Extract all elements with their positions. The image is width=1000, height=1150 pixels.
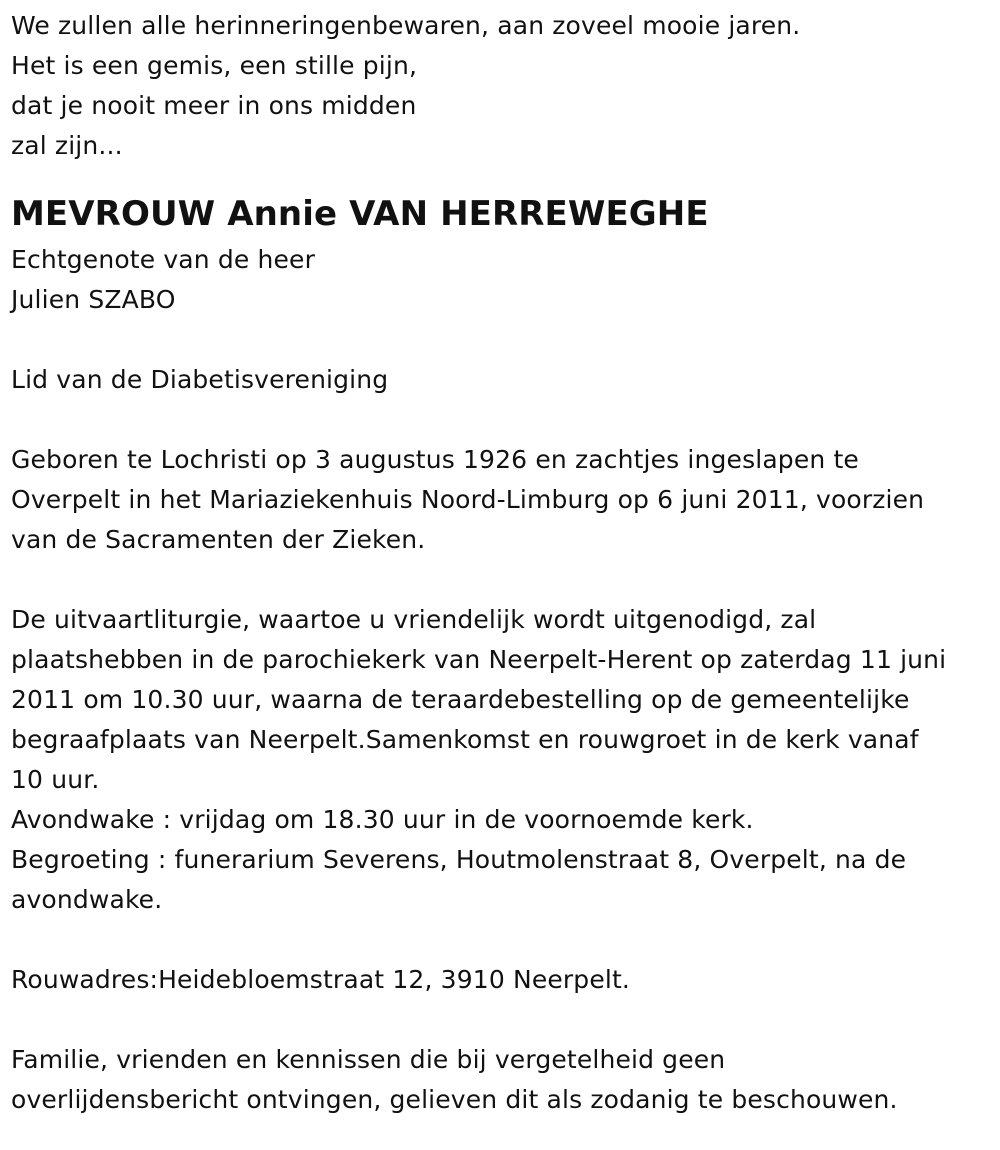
spacer (11, 560, 988, 600)
paragraph-line: 10 uur. (11, 765, 100, 794)
paragraph-line: De uitvaartliturgie, waartoe u vriendelijk wordt uitgenodigd, zal (11, 605, 817, 634)
paragraph-line: overlijdensbericht ontvingen, gelieven dit als zodanig te beschouwen. (11, 1085, 898, 1114)
spacer (11, 1000, 988, 1040)
wake-line: Avondwake : vrijdag om 18.30 uur in de voornoemde kerk. (11, 805, 754, 834)
paragraph-line: Geboren te Lochristi op 3 augustus 1926 en zachtjes ingeslapen te (11, 445, 859, 474)
paragraph-line: van de Sacramenten der Zieken. (11, 525, 426, 554)
greeting-line: avondwake. (11, 885, 163, 914)
spouse-name: Julien SZABO (11, 285, 176, 314)
closing-paragraph (11, 1040, 988, 1120)
paragraph-line: Familie, vrienden en kennissen die bij vergetelheid geen (11, 1045, 726, 1074)
paragraph-line: plaatshebben in de parochiekerk van Neerpelt-Herent op zaterdag 11 juni (11, 645, 947, 674)
mourning-address: Rouwadres:Heidebloemstraat 12, 3910 Neerpelt. (11, 965, 631, 994)
greeting-line: Begroeting : funerarium Severens, Houtmolenstraat 8, Overpelt, na de (11, 845, 907, 874)
poem-line: dat je nooit meer in ons midden (11, 91, 417, 120)
deceased-name: MEVROUW Annie VAN HERREWEGHE (11, 194, 709, 234)
poem (11, 6, 988, 166)
poem-line: zal zijn... (11, 131, 123, 160)
paragraph-line: 2011 om 10.30 uur, waarna de teraardebestelling op de gemeentelijke (11, 685, 910, 714)
birth-death-paragraph (11, 440, 988, 560)
spouse-line: Echtgenote van de heer (11, 245, 315, 274)
poem-line: Het is een gemis, een stille pijn, (11, 51, 418, 80)
paragraph-line: begraafplaats van Neerpelt.Samenkomst en rouwgroet in de kerk vanaf (11, 725, 919, 754)
spacer (11, 320, 988, 360)
spacer (11, 400, 988, 440)
spacer (11, 920, 988, 960)
poem-line: We zullen alle herinneringenbewaren, aan zoveel mooie jaren. (11, 11, 801, 40)
funeral-paragraph (11, 600, 988, 920)
paragraph-line: Overpelt in het Mariaziekenhuis Noord-Limburg op 6 juni 2011, voorzien (11, 485, 925, 514)
spouse-info (11, 240, 988, 320)
membership: Lid van de Diabetisvereniging (11, 365, 389, 394)
